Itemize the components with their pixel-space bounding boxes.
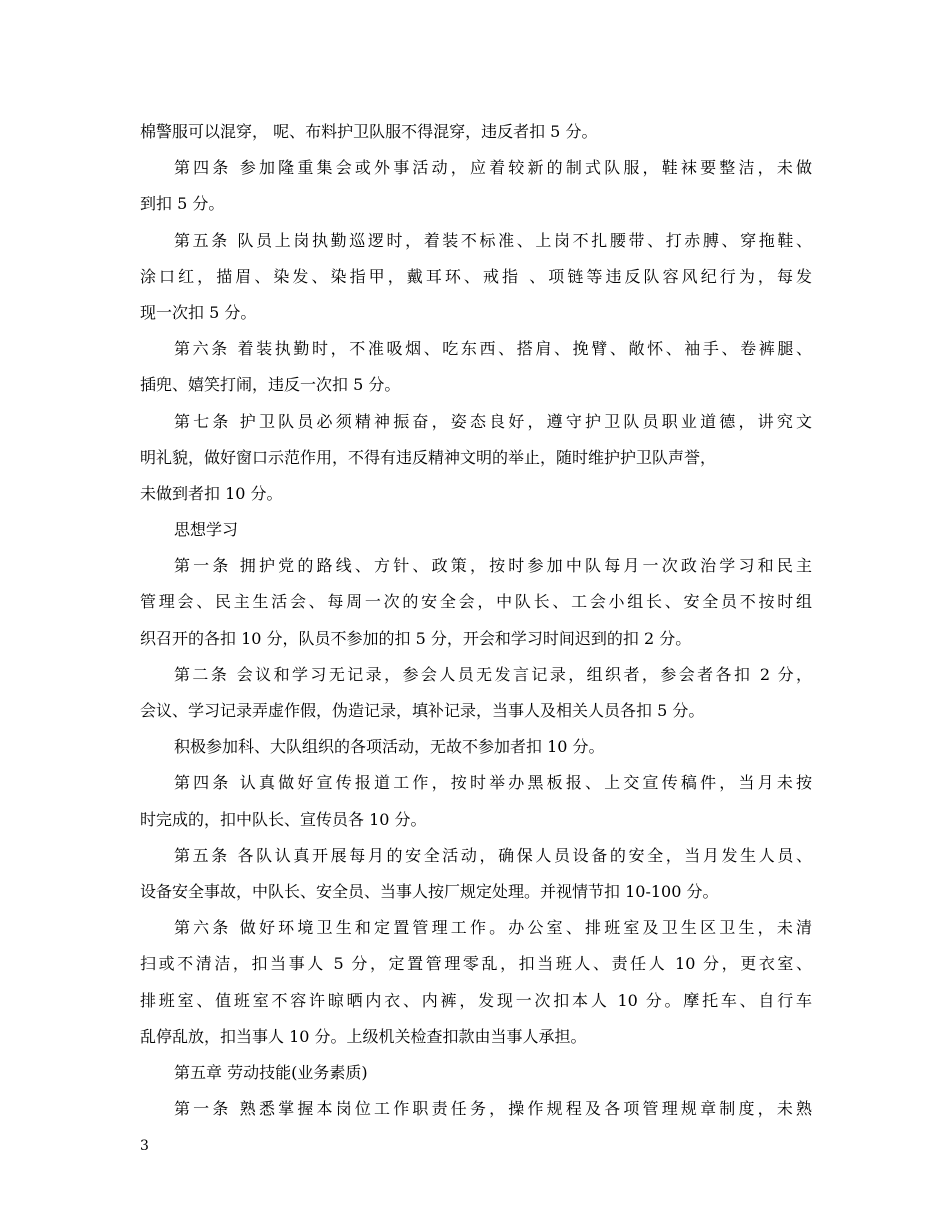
paragraph-line: 棉警服可以混穿， 呢、布料护卫队服不得混穿，违反者扣 5 分。 (140, 122, 598, 141)
paragraph-line: 第六条 做好环境卫生和定置管理工作。办公室、排班室及卫生区卫生，未清 (174, 918, 812, 938)
paragraph-line: 到扣 5 分。 (140, 194, 225, 214)
paragraph-line: 插兜、嬉笑打闹，违反一次扣 5 分。 (140, 375, 401, 395)
section-heading: 思想学习 (174, 520, 239, 540)
paragraph-line: 排班室、值班室不容许晾晒内衣、内裤，发现一次扣本人 10 分。摩托车、自行车 (140, 990, 812, 1010)
paragraph-line: 乱停乱放，扣当事人 10 分。上级机关检查扣款由当事人承担。 (140, 1026, 587, 1046)
paragraph-line: 积极参加科、大队组织的各项活动，无故不参加者扣 10 分。 (174, 737, 605, 757)
document-body (140, 114, 812, 1127)
paragraph-line: 管理会、民主生活会、每周一次的安全会，中队长、工会小组长、安全员不按时组 (140, 592, 812, 612)
paragraph-line: 第二条 会议和学习无记录，参会人员无发言记录，组织者，参会者各扣 2 分， (174, 664, 812, 684)
paragraph-line: 第六条 着装执勤时，不准吸烟、吃东西、搭肩、挽臂、敞怀、袖手、卷裤腿、 (174, 339, 812, 359)
paragraph-line: 第五条 队员上岗执勤巡逻时，着装不标准、上岗不扎腰带、打赤膊、穿拖鞋、 (174, 230, 812, 250)
paragraph-line: 涂口红，描眉、染发、染指甲，戴耳环、戒指 、项链等违反队容风纪行为，每发 (140, 266, 812, 286)
paragraph-line: 时完成的，扣中队长、宣传员各 10 分。 (140, 809, 427, 829)
chapter-heading: 第五章 劳动技能(业务素质) (174, 1062, 368, 1082)
page-number: 3 (140, 1138, 149, 1154)
paragraph-line: 会议、学习记录弄虚作假，伪造记录，填补记录，当事人及相关人员各扣 5 分。 (140, 701, 705, 720)
paragraph-line: 第四条 参加隆重集会或外事活动，应着较新的制式队服，鞋袜要整洁，未做 (174, 158, 812, 178)
paragraph-line: 扫或不清洁，扣当事人 5 分，定置管理零乱，扣当班人、责任人 10 分，更衣室、 (140, 954, 812, 974)
paragraph-line: 未做到者扣 10 分。 (140, 483, 283, 503)
paragraph-line: 现一次扣 5 分。 (140, 302, 257, 322)
paragraph-line: 第七条 护卫队员必须精神振奋，姿态良好，遵守护卫队员职业道德，讲究文 (174, 411, 812, 431)
paragraph-line: 第一条 拥护党的路线、方针、政策，按时参加中队每月一次政治学习和民主 (174, 556, 812, 576)
paragraph-line: 明礼貌，做好窗口示范作用，不得有违反精神文明的举止，随时维护护卫队声誉， (140, 447, 717, 467)
paragraph-line: 第四条 认真做好宣传报道工作，按时举办黑板报、上交宣传稿件，当月未按 (174, 773, 812, 793)
paragraph-line: 设备安全事故，中队长、安全员、当事人按厂规定处理。并视情节扣 10-100 分。 (140, 881, 719, 901)
paragraph-line: 第一条 熟悉掌握本岗位工作职责任务，操作规程及各项管理规章制度，未熟 (174, 1099, 812, 1119)
paragraph-line: 第五条 各队认真开展每月的安全活动，确保人员设备的安全，当月发生人员、 (174, 845, 812, 865)
paragraph-line: 织召开的各扣 10 分，队员不参加的扣 5 分，开会和学习时间迟到的扣 2 分。 (140, 628, 692, 648)
